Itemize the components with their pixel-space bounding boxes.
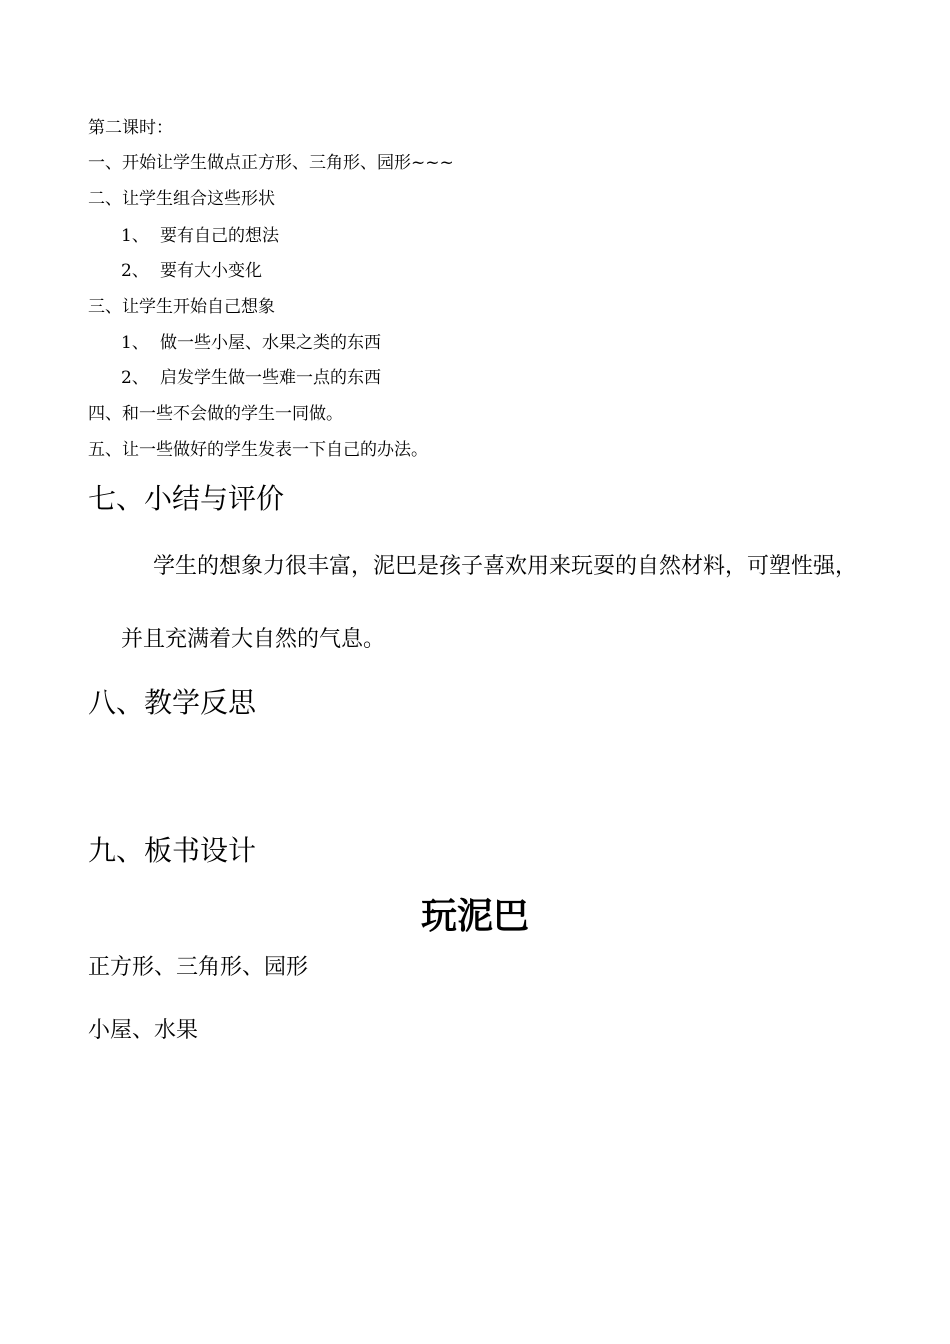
board-line2: 小屋、水果 [88, 1018, 199, 1043]
lesson2-step3: 三、让学生开始自己想象 [88, 297, 275, 317]
step3-item1-text: 做一些小屋、水果之类的东西 [160, 333, 381, 353]
step3-item2-number: 2、 [121, 368, 149, 388]
step3-item2-text: 启发学生做一些难一点的东西 [160, 368, 381, 388]
board-line1: 正方形、三角形、园形 [88, 955, 309, 980]
step2-item2-text: 要有大小变化 [160, 261, 262, 281]
board-title: 玩泥巴 [420, 896, 529, 937]
step2-item1-text: 要有自己的想法 [160, 226, 279, 246]
step2-item1-number: 1、 [121, 226, 149, 246]
step3-item1-number: 1、 [121, 333, 149, 353]
summary-paragraph-line1: 学生的想象力很丰富，泥巴是孩子喜欢用来玩耍的自然材料，可塑性强， [153, 554, 858, 579]
lesson2-step1: 一、开始让学生做点正方形、三角形、园形~~~ [88, 153, 454, 173]
lesson2-title: 第二课时： [88, 118, 173, 138]
lesson2-step2: 二、让学生组合这些形状 [88, 189, 275, 209]
board-design-heading: 九、板书设计 [88, 834, 257, 867]
summary-paragraph-line2: 并且充满着大自然的气息。 [121, 627, 386, 652]
reflection-heading: 八、教学反思 [88, 686, 257, 719]
summary-heading: 七、小结与评价 [88, 482, 285, 515]
lesson2-step4: 四、和一些不会做的学生一同做。 [88, 404, 343, 424]
step2-item2-number: 2、 [121, 261, 149, 281]
lesson2-step5: 五、让一些做好的学生发表一下自己的办法。 [88, 440, 428, 460]
